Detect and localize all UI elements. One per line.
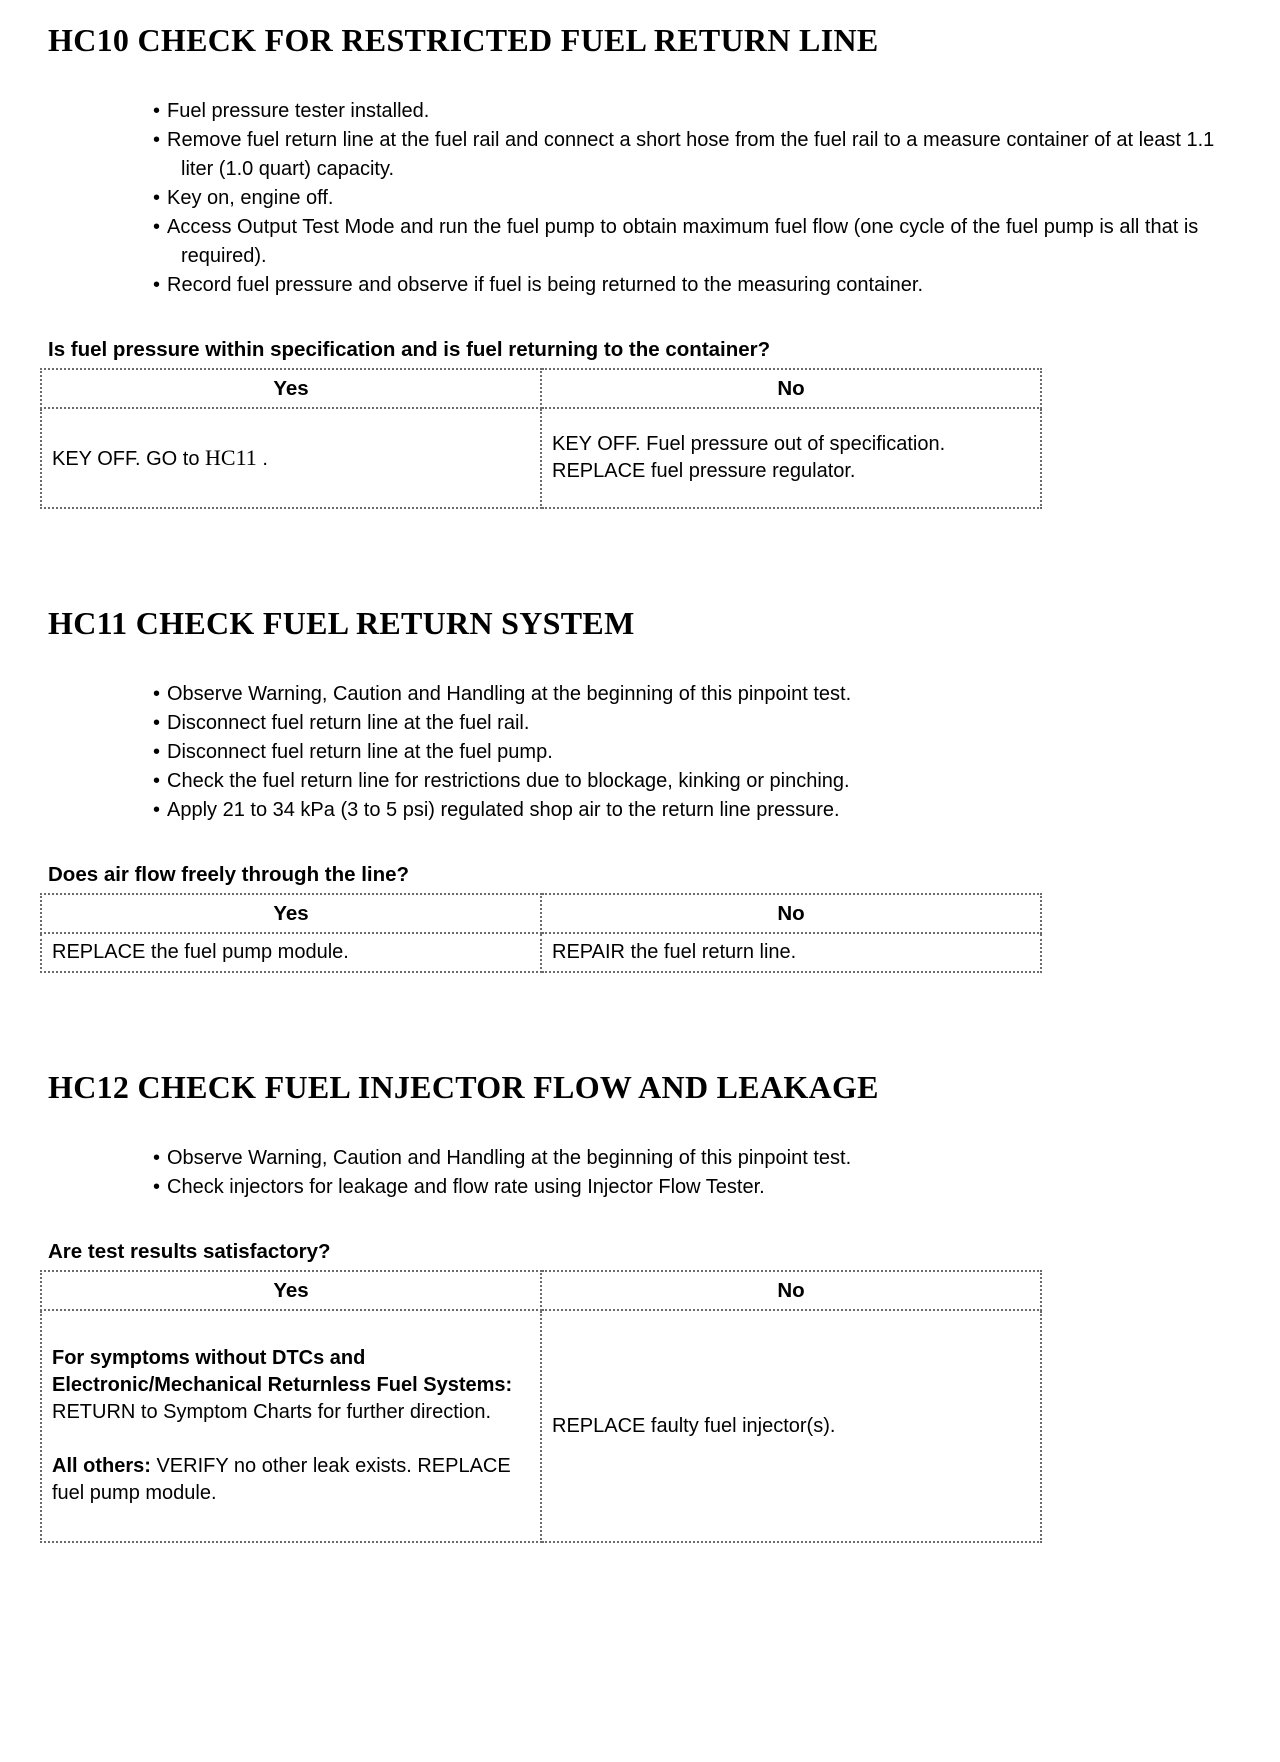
no-column-header: No <box>541 1271 1041 1310</box>
yes-cell: REPLACE the fuel pump module. <box>41 933 541 972</box>
no-column-header: No <box>541 894 1041 933</box>
yes-cell-bold-lead: For symptoms without DTCs and Electronic/Mechanical Returnless Fuel Systems: <box>52 1347 513 1396</box>
no-cell: REPLACE faulty fuel injector(s). <box>541 1310 1041 1542</box>
no-cell: REPAIR the fuel return line. <box>541 933 1041 972</box>
hc12-decision-table <box>40 1270 1042 1543</box>
bullet-item: • Key on, engine off. <box>153 184 1232 213</box>
yes-cell-text: VERIFY no other leak exists. REPLACE fuel pump module. <box>52 1455 511 1504</box>
bullet-item: • Apply 21 to 34 kPa (3 to 5 psi) regulated shop air to the return line pressure. <box>153 796 1232 825</box>
hc11-section-title: HC11 CHECK FUEL RETURN SYSTEM <box>48 605 635 641</box>
hc10-section-title: HC10 CHECK FOR RESTRICTED FUEL RETURN LINE <box>48 22 879 58</box>
hc11-bullet-list <box>48 680 1232 825</box>
bullet-item: • Check injectors for leakage and flow rate using Injector Flow Tester. <box>153 1173 1232 1202</box>
yes-column-header: Yes <box>41 369 541 408</box>
hc12-bullet-list <box>48 1144 1232 1202</box>
hc12-section-title: HC12 CHECK FUEL INJECTOR FLOW AND LEAKAGE <box>48 1069 879 1105</box>
hc10-decision-table <box>40 368 1042 509</box>
table-row <box>41 933 1041 972</box>
bullet-item: • Disconnect fuel return line at the fuel pump. <box>153 738 1232 767</box>
yes-column-header: Yes <box>41 894 541 933</box>
hc12-question: Are test results satisfactory? <box>48 1240 331 1263</box>
bullet-item: • Check the fuel return line for restrictions due to blockage, kinking or pinching. <box>153 767 1232 796</box>
table-header-row <box>41 894 1041 933</box>
no-column-header: No <box>541 369 1041 408</box>
no-cell: KEY OFF. Fuel pressure out of specification. REPLACE fuel pressure regulator. <box>541 408 1041 508</box>
table-header-row <box>41 369 1041 408</box>
yes-cell-text: KEY OFF. GO to <box>52 447 206 470</box>
hc11-decision-table <box>40 893 1042 973</box>
bullet-item: • Observe Warning, Caution and Handling at the beginning of this pinpoint test. <box>153 680 1232 709</box>
hc10-question: Is fuel pressure within specification and is fuel returning to the container? <box>48 338 771 361</box>
hc11-link[interactable]: HC11 <box>205 444 257 470</box>
yes-cell-paragraph <box>52 1345 530 1426</box>
bullet-item: • Record fuel pressure and observe if fuel is being returned to the measuring container. <box>153 271 1232 300</box>
yes-cell-bold-lead: All others: <box>52 1455 151 1477</box>
bullet-item: • Access Output Test Mode and run the fuel pump to obtain maximum fuel flow (one cycle of the fuel pump is all that is required). <box>153 213 1232 271</box>
hc10-bullet-list <box>48 97 1232 300</box>
hc11-question: Does air flow freely through the line? <box>48 863 410 886</box>
yes-cell-text: RETURN to Symptom Charts for further direction. <box>52 1401 492 1423</box>
yes-cell-text-suffix: . <box>256 447 268 470</box>
yes-cell <box>41 408 541 508</box>
bullet-item: • Remove fuel return line at the fuel rail and connect a short hose from the fuel rail to a measure container of at least 1.1 liter (1.0 quart) capacity. <box>153 126 1232 184</box>
yes-cell <box>41 1310 541 1542</box>
table-header-row <box>41 1271 1041 1310</box>
table-row <box>41 408 1041 508</box>
bullet-item: • Observe Warning, Caution and Handling at the beginning of this pinpoint test. <box>153 1144 1232 1173</box>
bullet-item: • Fuel pressure tester installed. <box>153 97 1232 126</box>
yes-column-header: Yes <box>41 1271 541 1310</box>
yes-cell-paragraph <box>52 1453 530 1507</box>
bullet-item: • Disconnect fuel return line at the fuel rail. <box>153 709 1232 738</box>
table-row <box>41 1310 1041 1542</box>
